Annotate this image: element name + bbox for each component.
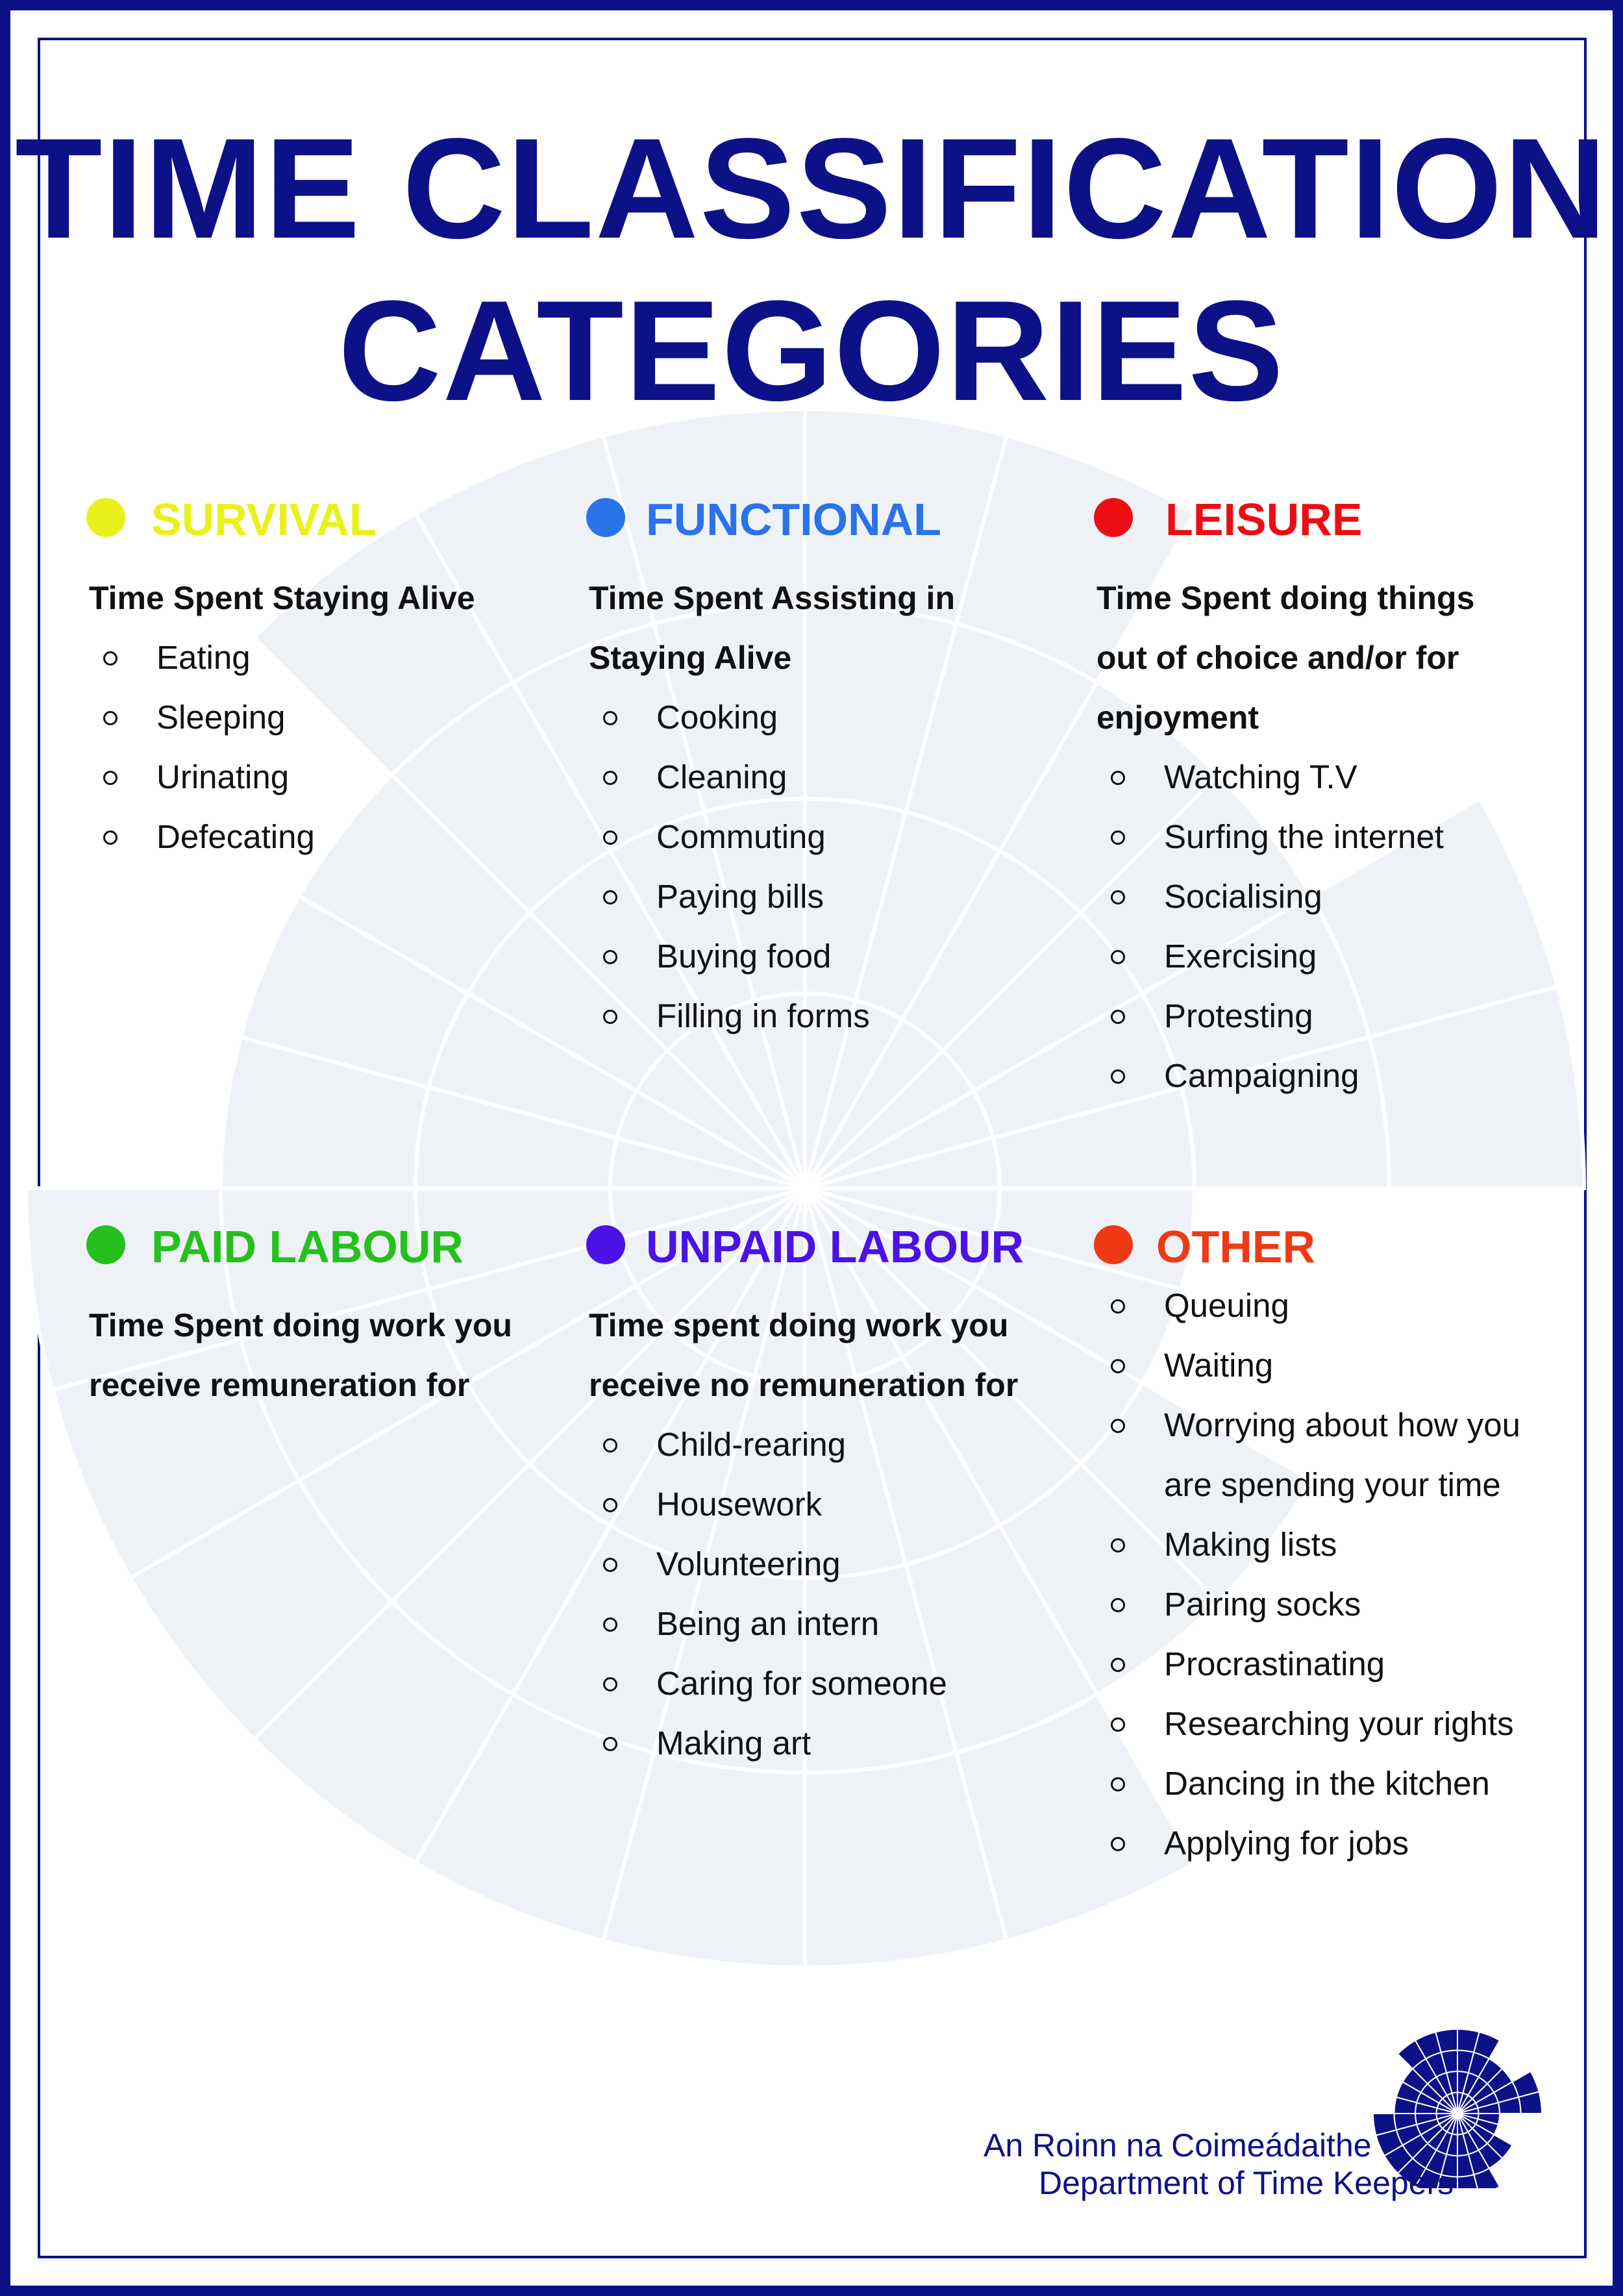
list-item bbox=[1094, 1276, 1528, 1336]
list-item-text: Commuting bbox=[656, 818, 826, 855]
category-paid-labour bbox=[86, 1217, 567, 1415]
list-item bbox=[586, 1475, 1054, 1534]
list-item bbox=[1094, 1754, 1528, 1814]
list-item bbox=[86, 688, 560, 747]
list-item bbox=[586, 747, 1054, 807]
category-items bbox=[586, 1415, 1054, 1773]
bullet-icon bbox=[1111, 950, 1125, 964]
list-item bbox=[86, 747, 560, 807]
list-item bbox=[586, 1714, 1054, 1773]
category-title: UNPAID LABOUR bbox=[646, 1221, 1024, 1272]
list-item-text: Surfing the internet bbox=[1164, 818, 1444, 855]
list-item bbox=[1094, 867, 1561, 927]
bullet-icon bbox=[1111, 1010, 1125, 1024]
list-item bbox=[1094, 1814, 1528, 1873]
list-item bbox=[86, 628, 560, 688]
category-title: LEISURE bbox=[1165, 494, 1363, 545]
bullet-icon bbox=[603, 890, 617, 905]
list-item bbox=[1094, 1336, 1528, 1395]
list-item-text: Eating bbox=[156, 639, 251, 676]
bullet-icon bbox=[1111, 1598, 1125, 1612]
list-item bbox=[86, 807, 560, 867]
list-item-text: Procrastinating bbox=[1164, 1645, 1385, 1682]
list-item bbox=[1094, 807, 1561, 867]
poster-title-line-2: CATEGORIES bbox=[338, 271, 1285, 430]
list-item bbox=[586, 867, 1054, 927]
category-items bbox=[586, 688, 1054, 1046]
bullet-icon bbox=[1111, 1717, 1125, 1732]
list-item-text: Protesting bbox=[1164, 997, 1313, 1034]
category-title: OTHER bbox=[1156, 1221, 1315, 1272]
list-item bbox=[1094, 1634, 1528, 1694]
bullet-icon bbox=[603, 1558, 617, 1572]
bullet-icon bbox=[603, 1498, 617, 1512]
bullet-icon bbox=[603, 830, 617, 845]
list-item-text: Caring for someone bbox=[656, 1665, 947, 1702]
list-item bbox=[1094, 1515, 1528, 1575]
category-items bbox=[86, 628, 560, 867]
list-item-text: Housework bbox=[656, 1486, 823, 1523]
bullet-icon bbox=[1111, 1837, 1125, 1851]
bullet-icon bbox=[1111, 1538, 1125, 1553]
list-item-text: Campaigning bbox=[1164, 1057, 1359, 1094]
bullet-icon bbox=[1111, 1419, 1125, 1433]
bullet-icon bbox=[1111, 1359, 1125, 1373]
list-item bbox=[586, 1415, 1054, 1475]
bullet-icon bbox=[1111, 1299, 1125, 1314]
list-item-text: Queuing bbox=[1164, 1287, 1289, 1324]
list-item bbox=[1094, 1694, 1528, 1754]
bullet-icon bbox=[1111, 1069, 1125, 1084]
list-item-text: Urinating bbox=[156, 758, 290, 795]
list-item-text: Watching T.V bbox=[1164, 758, 1357, 795]
list-item bbox=[1094, 1575, 1528, 1634]
list-item-text: Cleaning bbox=[656, 758, 787, 795]
bullet-icon bbox=[603, 1617, 617, 1632]
bullet-icon bbox=[603, 1737, 617, 1751]
bullet-icon bbox=[103, 830, 118, 845]
bullet-icon bbox=[103, 651, 118, 666]
list-item bbox=[586, 688, 1054, 747]
bullet-icon bbox=[1111, 1777, 1125, 1791]
category-title: PAID LABOUR bbox=[151, 1221, 464, 1272]
list-item-text: Buying food bbox=[656, 938, 832, 975]
bullet-icon bbox=[603, 1677, 617, 1691]
bullet-icon bbox=[1111, 771, 1125, 785]
category-leisure bbox=[1094, 490, 1561, 1106]
bullet-icon bbox=[603, 771, 617, 785]
list-item bbox=[586, 1534, 1054, 1594]
list-item-text: Paying bills bbox=[656, 878, 824, 915]
unpaid-labour-color-dot bbox=[586, 1225, 625, 1264]
bullet-icon bbox=[603, 711, 617, 725]
category-other bbox=[1094, 1217, 1561, 1873]
list-item-text: Worrying about how you are spending your time bbox=[1164, 1406, 1521, 1503]
list-item-text: Volunteering bbox=[656, 1545, 841, 1582]
list-item-text: Waiting bbox=[1164, 1347, 1274, 1384]
bullet-icon bbox=[603, 1010, 617, 1024]
poster-title-line-1: TIME CLASSIFICATION bbox=[15, 108, 1608, 268]
category-description: Time Spent Assisting in Staying Alive bbox=[589, 580, 955, 676]
list-item-text: Pairing socks bbox=[1164, 1586, 1361, 1623]
bullet-icon bbox=[1111, 1658, 1125, 1672]
bullet-icon bbox=[103, 711, 118, 725]
list-item-text: Making lists bbox=[1164, 1526, 1337, 1563]
bullet-icon bbox=[603, 950, 617, 964]
list-item bbox=[1094, 1046, 1561, 1106]
list-item-text: Being an intern bbox=[656, 1605, 880, 1642]
functional-color-dot bbox=[586, 498, 625, 537]
list-item bbox=[586, 807, 1054, 867]
list-item-text: Cooking bbox=[656, 699, 778, 736]
bullet-icon bbox=[1111, 890, 1125, 905]
other-color-dot bbox=[1094, 1225, 1133, 1264]
department-name-english: Department of Time Keepers bbox=[1039, 2165, 1454, 2201]
bullet-icon bbox=[103, 771, 118, 785]
list-item-text: Defecating bbox=[156, 818, 315, 855]
category-description: Time Spent Staying Alive bbox=[89, 580, 475, 616]
list-item-text: Socialising bbox=[1164, 878, 1322, 915]
list-item bbox=[1094, 1395, 1528, 1515]
bullet-icon bbox=[1111, 830, 1125, 845]
list-item-text: Exercising bbox=[1164, 938, 1317, 975]
list-item-text: Researching your rights bbox=[1164, 1705, 1514, 1742]
list-item bbox=[586, 986, 1054, 1046]
bullet-icon bbox=[603, 1438, 617, 1453]
list-item-text: Dancing in the kitchen bbox=[1164, 1765, 1490, 1802]
list-item-text: Filling in forms bbox=[656, 997, 870, 1034]
category-title: FUNCTIONAL bbox=[646, 494, 941, 545]
leisure-color-dot bbox=[1094, 498, 1133, 537]
list-item-text: Making art bbox=[656, 1725, 812, 1762]
list-item bbox=[1094, 927, 1561, 986]
category-description: Time spent doing work you receive no remuneration for bbox=[589, 1307, 1019, 1403]
category-survival bbox=[86, 490, 560, 867]
list-item bbox=[1094, 747, 1561, 807]
survival-color-dot bbox=[86, 498, 125, 537]
list-item bbox=[586, 927, 1054, 986]
list-item bbox=[586, 1654, 1054, 1714]
category-title: SURVIVAL bbox=[151, 494, 377, 545]
department-name-irish: An Roinn na Coimeádaithe bbox=[984, 2127, 1372, 2164]
category-unpaid-labour bbox=[586, 1217, 1054, 1773]
category-functional bbox=[586, 490, 1054, 1046]
time-keepers-logo bbox=[1370, 2000, 1552, 2188]
list-item-text: Sleeping bbox=[156, 699, 286, 736]
category-description: Time Spent doing things out of choice and/or for enjoyment bbox=[1096, 580, 1475, 736]
list-item-text: Child-rearing bbox=[656, 1426, 846, 1463]
list-item bbox=[586, 1594, 1054, 1654]
category-items bbox=[1094, 747, 1561, 1106]
category-description: Time Spent doing work you receive remuneration for bbox=[89, 1307, 512, 1403]
category-items bbox=[1094, 1276, 1561, 1873]
list-item bbox=[1094, 986, 1561, 1046]
list-item-text: Applying for jobs bbox=[1164, 1825, 1409, 1862]
paid-labour-color-dot bbox=[86, 1225, 125, 1264]
